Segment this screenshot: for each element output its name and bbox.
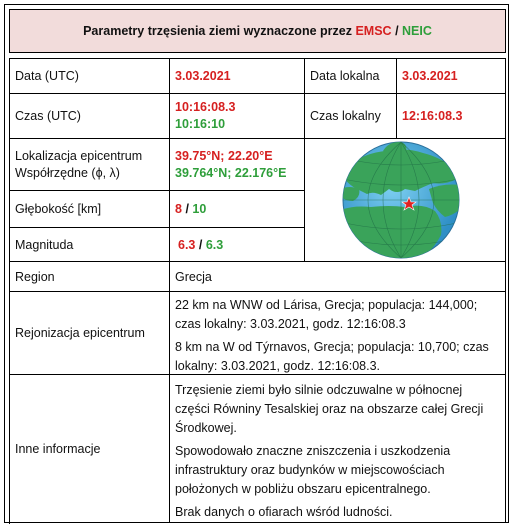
magnitude-emsc: 6.3 — [178, 237, 196, 252]
date-utc-value-text: 3.03.2021 — [175, 69, 231, 83]
depth-separator: / — [185, 202, 189, 216]
local-time-label-text: Czas lokalny — [310, 109, 381, 123]
location-label-line1: Lokalizacja epicentrum — [15, 148, 143, 163]
regionalization-item-2: 8 km na W od Týrnavos, Grecja; populacja: 10,700; czas lokalny: 3.03.2021, godz. 12:16:08.3. — [175, 340, 489, 373]
date-utc-label-text: Data (UTC) — [15, 69, 79, 83]
date-utc-value — [170, 59, 305, 94]
title-text: Parametry trzęsienia ziemi wyznaczone przez — [83, 24, 352, 38]
date-utc-label — [10, 59, 170, 94]
location-label-line2: Współrzędne (ϕ, λ) — [15, 165, 120, 180]
other-info-para-3: Brak danych o ofiarach wśród ludności. — [175, 505, 393, 519]
location-value — [170, 139, 305, 191]
time-utc-label — [10, 94, 170, 139]
other-info-label-text: Inne informacje — [15, 441, 101, 456]
time-utc-label-text: Czas (UTC) — [15, 109, 81, 123]
time-utc-emsc: 10:16:08.3 — [175, 100, 236, 114]
magnitude-value — [170, 228, 305, 262]
title-source-emsc: EMSC — [355, 24, 392, 38]
local-date-value — [397, 59, 506, 94]
local-date-label-text: Data lokalna — [310, 69, 380, 83]
local-time-label — [305, 94, 397, 139]
info-table — [9, 58, 506, 524]
time-utc-neic: 10:16:10 — [175, 117, 226, 131]
magnitude-label — [10, 228, 170, 262]
location-neic: 39.764°N; 22.176°E — [175, 165, 287, 180]
local-time-value-text: 12:16:08.3 — [402, 109, 463, 123]
regionalization-item-1: 22 km na WNW od Lárisa, Grecja; populacja: 144,000; czas lokalny: 3.03.2021, godz. 12:16:08.3 — [175, 298, 478, 331]
other-info-value — [170, 375, 506, 523]
magnitude-separator: / — [198, 237, 203, 252]
title-source-neic: NEIC — [402, 24, 432, 38]
depth-neic: 10 — [192, 202, 207, 216]
time-utc-value — [170, 94, 305, 139]
region-label-text: Region — [15, 269, 55, 284]
depth-label-text: Głębokość [km] — [15, 202, 102, 216]
regionalization-label-text: Rejonizacja epicentrum — [15, 326, 145, 340]
regionalization-value — [170, 292, 506, 375]
local-date-value-text: 3.03.2021 — [402, 69, 458, 83]
regionalization-label — [10, 292, 170, 375]
local-time-value — [397, 94, 506, 139]
depth-label — [10, 191, 170, 228]
globe-map-icon — [305, 139, 506, 262]
location-label — [10, 139, 170, 191]
depth-value — [170, 191, 305, 228]
globe-cell — [305, 139, 506, 262]
title-separator: / — [395, 24, 399, 38]
region-value — [170, 262, 506, 292]
magnitude-neic: 6.3 — [205, 237, 224, 252]
location-emsc: 39.75°N; 22.20°E — [175, 148, 273, 163]
region-value-text: Grecja — [175, 269, 212, 284]
magnitude-label-text: Magnituda — [15, 237, 74, 252]
earthquake-info-card — [4, 4, 509, 523]
depth-emsc: 8 — [175, 202, 182, 216]
region-label — [10, 262, 170, 292]
other-info-para-2: Spowodowało znaczne zniszczenia i uszkodzenia infrastruktury oraz budynków w miejscowościach położonych w pobliżu obszaru epicentralnego. — [175, 444, 451, 496]
page-title — [9, 9, 506, 53]
other-info-para-1: Trzęsienie ziemi było silnie odczuwalne w północnej części Równiny Tesalskiej oraz na obszarze całej Grecji Środkowej. — [175, 383, 484, 435]
local-date-label — [305, 59, 397, 94]
other-info-label — [10, 375, 170, 523]
